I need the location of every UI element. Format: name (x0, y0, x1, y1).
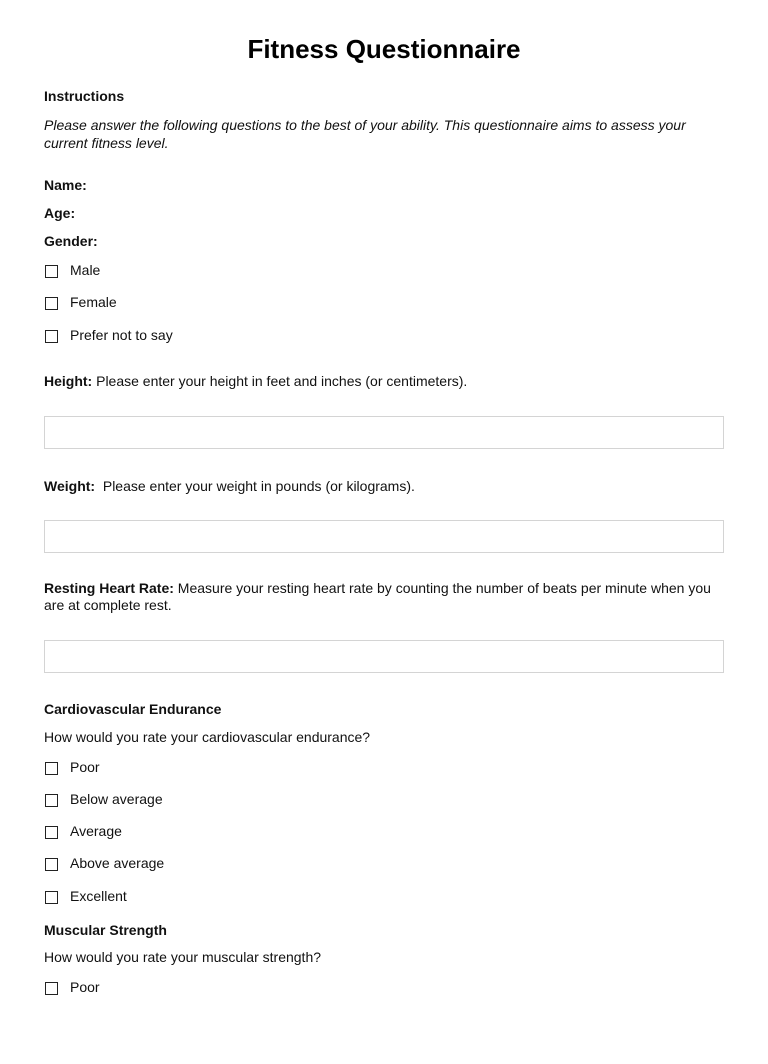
checkbox-label: Poor (70, 759, 100, 775)
checkbox-cardio-below-average[interactable] (45, 794, 58, 807)
checkbox-label: Prefer not to say (70, 327, 173, 343)
instructions-heading: Instructions (44, 88, 125, 104)
instructions-text: Please answer the following questions to the best of your ability. This questionnaire aims to assess your current fitness level. (44, 117, 686, 151)
gender-option-male[interactable] (45, 261, 100, 279)
weight-question (44, 478, 415, 494)
checkbox-prefer-not-to-say[interactable] (45, 330, 58, 343)
checkbox-label: Excellent (70, 888, 127, 904)
checkbox-cardio-above-average[interactable] (45, 858, 58, 871)
heart-rate-question (44, 580, 724, 614)
heart-rate-prompt: Measure your resting heart rate by counting the number of beats per minute when you are at complete rest. (44, 580, 711, 613)
height-question (44, 373, 467, 389)
heart-rate-input[interactable] (44, 640, 724, 673)
cardio-option-below-average[interactable] (45, 790, 163, 808)
checkbox-label: Male (70, 262, 101, 278)
gender-option-female[interactable] (45, 293, 117, 311)
cardio-question: How would you rate your cardiovascular endurance? (44, 729, 371, 745)
checkbox-strength-poor[interactable] (45, 982, 58, 995)
checkbox-label: Average (70, 823, 122, 839)
checkbox-female[interactable] (45, 297, 58, 310)
weight-prompt: Please enter your weight in pounds (or kilograms). (95, 478, 415, 494)
checkbox-cardio-excellent[interactable] (45, 891, 58, 904)
cardio-heading: Cardiovascular Endurance (44, 701, 222, 717)
checkbox-label: Poor (70, 979, 100, 995)
weight-label: Weight: (44, 478, 96, 494)
checkbox-label: Above average (70, 855, 165, 871)
checkbox-label: Female (70, 294, 117, 310)
height-input[interactable] (44, 416, 724, 449)
age-label: Age: (44, 205, 76, 221)
name-label: Name: (44, 177, 87, 193)
cardio-option-above-average[interactable] (45, 854, 164, 872)
gender-option-prefer-not-to-say[interactable] (45, 326, 173, 344)
height-prompt: Please enter your height in feet and inches (or centimeters). (92, 373, 468, 389)
gender-label: Gender: (44, 233, 98, 249)
strength-option-poor[interactable] (45, 978, 100, 996)
weight-input[interactable] (44, 520, 724, 553)
checkbox-label: Below average (70, 791, 163, 807)
checkbox-cardio-average[interactable] (45, 826, 58, 839)
page-title: Fitness Questionnaire (247, 34, 521, 64)
checkbox-male[interactable] (45, 265, 58, 278)
heart-rate-label: Resting Heart Rate: (44, 580, 174, 596)
strength-question: How would you rate your muscular strength? (44, 949, 322, 965)
cardio-option-average[interactable] (45, 822, 122, 840)
height-label: Height: (44, 373, 93, 389)
cardio-option-poor[interactable] (45, 758, 100, 776)
cardio-option-excellent[interactable] (45, 887, 127, 905)
strength-heading: Muscular Strength (44, 922, 167, 938)
checkbox-cardio-poor[interactable] (45, 762, 58, 775)
